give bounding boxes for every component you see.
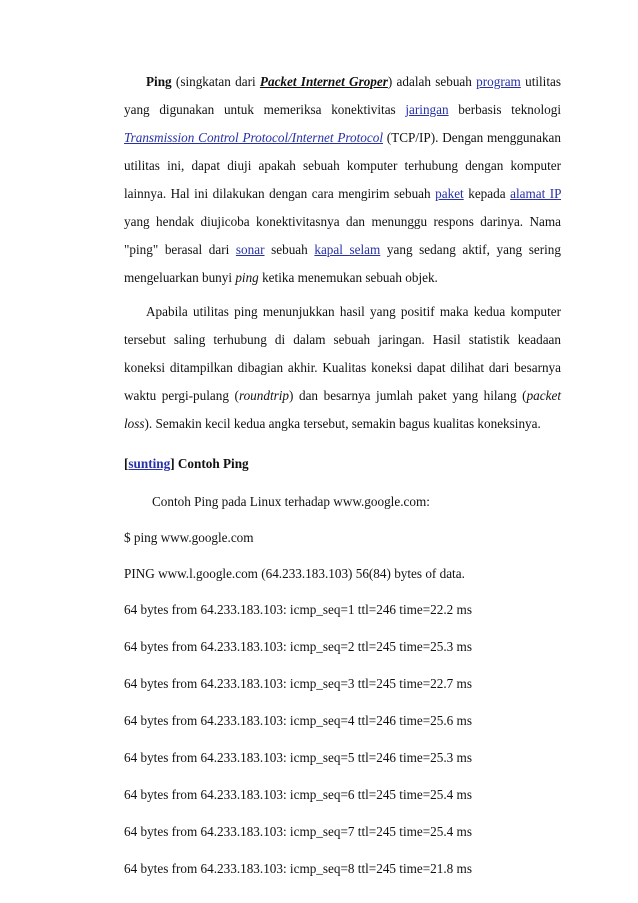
text-span: ). Semakin kecil kedua angka tersebut, semakin bagus kualitas koneksinya.	[144, 416, 541, 431]
text-span: sebuah	[264, 242, 315, 257]
term-ping-sound: ping	[235, 270, 259, 285]
text-span: utilitas yang digunakan untuk memeriksa konektivitas	[124, 74, 561, 117]
link-alamat-ip[interactable]: alamat IP	[510, 186, 562, 201]
text-span: (TCP/IP). Dengan menggunakan utilitas ini, dapat diuji apakah sebuah komputer terhubung dengan komputer lainnya. Hal ini dilakukan dengan cara mengirim sebuah	[124, 130, 561, 201]
example-command: $ ping www.google.com	[124, 530, 254, 545]
text-span: yang hendak diujicoba konektivitasnya dan menunggu respons darinya. Nama "ping" berasal dari	[124, 214, 561, 257]
edit-section-link[interactable]: sunting	[128, 456, 171, 471]
term-packet-loss: packet loss	[124, 388, 561, 431]
bracket-open: [	[124, 456, 129, 471]
text-span: berbasis teknologi	[448, 102, 561, 117]
ping-output-line: 64 bytes from 64.233.183.103: icmp_seq=6 ttl=245 time=25.4 ms	[124, 787, 472, 802]
ping-output-line: 64 bytes from 64.233.183.103: icmp_seq=8 ttl=245 time=21.8 ms	[124, 861, 472, 876]
ping-output-list	[124, 600, 561, 879]
section-title: Contoh Ping	[174, 456, 249, 471]
text-span: (singkatan dari	[171, 74, 260, 89]
ping-output-line: 64 bytes from 64.233.183.103: icmp_seq=2 ttl=245 time=25.3 ms	[124, 639, 472, 654]
paragraph-ping-definition	[124, 68, 561, 292]
text-span: Apabila utilitas ping menunjukkan hasil yang positif maka kedua komputer tersebut saling terhubung di dalam sebuah jaringan. Hasil statistik keadaan koneksi ditampilkan dibagian akhir. Kualitas koneksi dapat dilihat dari besarnya waktu pergi-pulang (	[124, 304, 561, 403]
ping-output-line: 64 bytes from 64.233.183.103: icmp_seq=1 ttl=246 time=22.2 ms	[124, 602, 472, 617]
text-span: yang sedang aktif, yang sering mengeluarkan bunyi	[124, 242, 561, 285]
ping-header-line: PING www.l.google.com (64.233.183.103) 56(84) bytes of data.	[124, 566, 465, 581]
example-intro: Contoh Ping pada Linux terhadap www.google.com:	[152, 494, 430, 509]
bracket-close: ]	[170, 456, 175, 471]
ping-output-line: 64 bytes from 64.233.183.103: icmp_seq=3 ttl=245 time=22.7 ms	[124, 676, 472, 691]
term-roundtrip: roundtrip	[238, 388, 290, 403]
text-span: ketika menemukan sebuah objek.	[258, 270, 438, 285]
link-kapal-selam[interactable]: kapal selam	[314, 242, 381, 257]
text-span: ) adalah sebuah	[387, 74, 477, 89]
link-program[interactable]: program	[476, 74, 521, 89]
text-span: kepada	[463, 186, 511, 201]
link-sonar[interactable]: sonar	[235, 242, 265, 257]
ping-output-line: 64 bytes from 64.233.183.103: icmp_seq=4 ttl=246 time=25.6 ms	[124, 713, 472, 728]
ping-output-line: 64 bytes from 64.233.183.103: icmp_seq=5 ttl=246 time=25.3 ms	[124, 750, 472, 765]
link-jaringan[interactable]: jaringan	[405, 102, 449, 117]
paragraph-ping-results	[124, 298, 561, 438]
document-content	[124, 68, 561, 879]
term-ping: Ping	[146, 74, 172, 89]
text-span: ) dan besarnya jumlah paket yang hilang (	[289, 388, 527, 403]
term-packet-internet-groper: Packet Internet Groper	[259, 74, 388, 89]
section-heading	[124, 454, 561, 474]
link-paket[interactable]: paket	[435, 186, 464, 201]
ping-output-line: 64 bytes from 64.233.183.103: icmp_seq=7 ttl=245 time=25.4 ms	[124, 824, 472, 839]
link-tcp-ip[interactable]: Transmission Control Protocol/Internet Protocol	[124, 130, 383, 145]
